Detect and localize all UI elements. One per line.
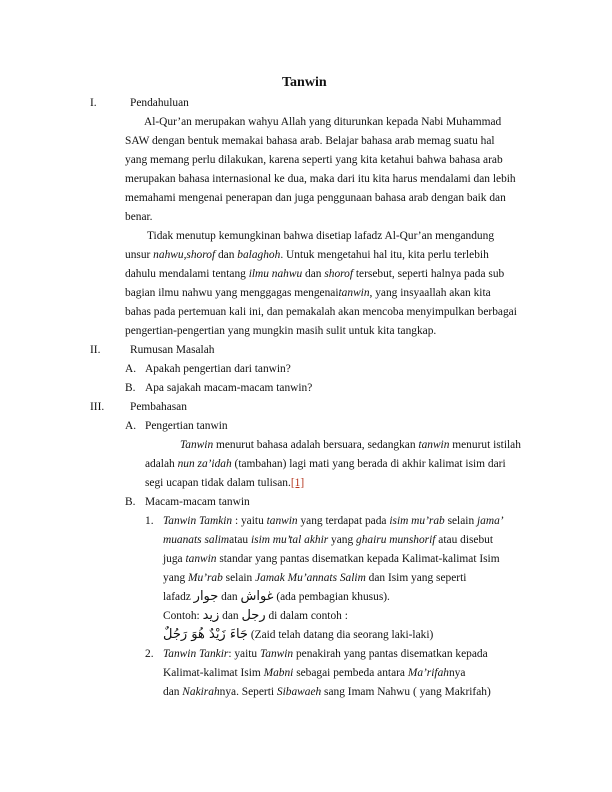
tanwin-tankir-line: dan Nakirahnya. Seperti Sibawaeh sang Imam Nahwu ( yang Makrifah) xyxy=(163,686,491,698)
intro-p2-line: dahulu mendalami tentang ilmu nahwu dan shorof tersebut, seperti halnya pada sub xyxy=(125,268,505,280)
section-1-heading: Pendahuluan xyxy=(130,97,189,109)
example-line: Contoh: زيد dan رجل di dalam contoh : xyxy=(163,608,348,623)
subsection-b-heading: B. Macam-macam tanwin xyxy=(125,496,250,508)
definition-line: adalah nun za’idah (tambahan) lagi mati yang berada di akhir kalimat isim dari xyxy=(145,458,506,470)
tanwin-tankir-line: Kalimat-kalimat Isim Mabni sebagai pembeda antara Ma’rifahnya xyxy=(163,667,466,679)
list-item-text: Apa sajakah macam-macam tanwin? xyxy=(145,382,313,394)
section-3-heading: Pembahasan xyxy=(130,401,187,413)
subsection-a-heading: A. Pengertian tanwin xyxy=(125,420,228,432)
section-2-number: II. xyxy=(90,344,101,356)
item-number: 2. xyxy=(145,648,154,660)
intro-p1-line: Al-Qur’an merupakan wahyu Allah yang diturunkan kepada Nabi Muhammad xyxy=(144,116,502,128)
intro-p2-line: pengertian-pengertian yang mungkin masih sulit untuk kita tangkap. xyxy=(125,325,437,337)
intro-p2-line: Tidak menutup kemungkinan bahwa disetiap lafadz Al-Qur’an mengandung xyxy=(147,230,495,242)
list-marker: A. xyxy=(125,420,137,432)
list-marker: A. xyxy=(125,363,137,375)
tanwin-tamkin-line: lafadz جوار dan غواش (ada pembagian khusus). xyxy=(163,589,390,604)
section-1-number: I. xyxy=(90,97,97,109)
definition-line: Tanwin menurut bahasa adalah bersuara, sedangkan tanwin menurut istilah xyxy=(180,439,521,451)
tanwin-tamkin-line: muanats salimatau isim mu’tal akhir yang ghairu munshorif atau disebut xyxy=(163,534,494,546)
intro-p2-line: unsur nahwu,shorof dan balaghoh. Untuk mengetahui hal itu, kita perlu terlebih xyxy=(125,249,489,261)
list-marker: B. xyxy=(125,382,136,394)
list-item-text: Apakah pengertian dari tanwin? xyxy=(145,363,291,375)
page-title: Tanwin xyxy=(282,75,327,90)
item-number: 1. xyxy=(145,515,154,527)
arabic-example: جَاءَ زَيْدٌ هُوَ رَجُلٌ xyxy=(163,627,248,642)
list-marker: B. xyxy=(125,496,136,508)
intro-p2-line: bahas pada pertemuan kali ini, dan pemakalah akan mencoba menyimpulkan berbagai xyxy=(125,306,517,318)
intro-p1-line: SAW dengan bentuk memakai bahasa arab. Belajar bahasa arab memag suatu hal xyxy=(125,135,495,147)
list-item xyxy=(125,362,291,376)
tanwin-tamkin-line: yang Mu’rab selain Jamak Mu’annats Salim dan Isim yang seperti xyxy=(163,572,467,584)
example-line: جَاءَ زَيْدٌ هُوَ رَجُلٌ (Zaid telah datang dia seorang laki-laki) xyxy=(163,627,434,642)
intro-p1-line: merupakan bahasa internasional ke dua, maka dari itu kita harus mendalami dan lebih xyxy=(125,173,516,185)
footnote-link[interactable]: [1] xyxy=(290,477,305,489)
intro-p2-line: bagian ilmu nahwu yang menggagas mengenaitanwin, yang insyaallah akan kita xyxy=(125,287,491,299)
intro-p1-line: benar. xyxy=(125,211,153,223)
intro-p1-line: memahami mengenai penerapan dan juga penggunaan bahasa arab dengan baik dan xyxy=(125,192,506,204)
list-item xyxy=(125,381,313,395)
section-2-heading: Rumusan Masalah xyxy=(130,344,215,356)
tanwin-tankir-line: Tanwin Tankir: yaitu Tanwin penakirah yang pantas disematkan kepada xyxy=(163,648,488,660)
definition-line: segi ucapan tidak dalam tulisan.[1] xyxy=(145,477,305,489)
section-3-number: III. xyxy=(90,401,105,413)
tanwin-tamkin-line: juga tanwin standar yang pantas disematkan kepada Kalimat-kalimat Isim xyxy=(163,553,500,565)
intro-p1-line: yang memang perlu dilakukan, karena seperti yang kita ketahui bahwa bahasa arab xyxy=(125,154,503,166)
tanwin-tamkin-line: Tanwin Tamkin : yaitu tanwin yang terdapat pada isim mu’rab selain jama’ xyxy=(163,515,504,527)
